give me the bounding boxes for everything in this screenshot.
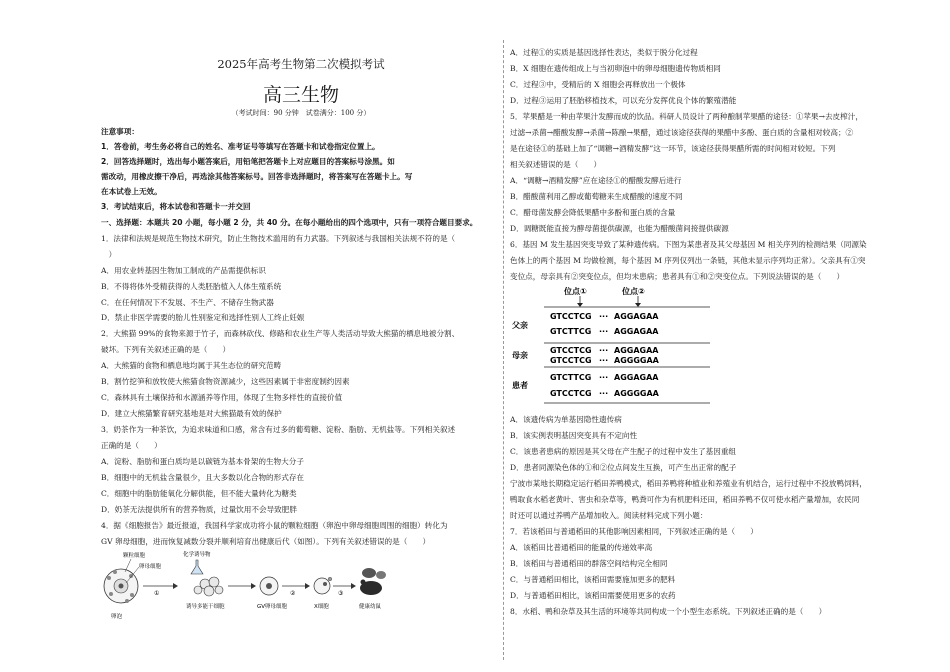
notice-line: 2．回答选择题时，选出每小题答案后，用铅笔把答题卡上对应题目的答案标号涂黑。如: [101, 157, 395, 166]
sequence-dots: ···: [599, 373, 609, 382]
exam-title: 2025年高考生物第二次模拟考试: [217, 57, 385, 71]
x-cell: [314, 577, 332, 594]
question-line: B．醋酸菌利用乙醇或葡萄糖来生成醋酸的速度不同: [510, 192, 683, 201]
question-line: 色体上的两个基因 M 均做检测，每个基因 M 序列仅列出一条链，其他未显示序列均正常）。父亲具有①突: [510, 256, 866, 265]
question-line: C．该患者患病的原因是其父母在产生配子的过程中发生了基因重组: [510, 447, 737, 456]
question-line: D．调糖既能直接为酵母菌提供碳源，也能为醋酸菌间接提供碳源: [510, 224, 729, 233]
notice-line: 1．答卷前，考生务必将自己的姓名、准考证号等填写在答题卡和试卷指定位置上。: [101, 142, 380, 151]
question-line: A．淀粉、脂肪和蛋白质均是以碳链为基本骨架的生物大分子: [101, 457, 304, 466]
question-line: 4．据《细胞报告》最近报道，我国科学家成功将小鼠的颗粒细胞（卵泡中卵母细胞周围的细胞）转化为: [101, 521, 448, 530]
follicle-illustration: [104, 569, 138, 603]
exam-meta: （考试时间：90 分钟 试卷满分：100 分）: [231, 109, 371, 117]
question-line: C．与普通稻田相比，该稻田需要施加更多的肥料: [510, 575, 676, 584]
sequence-dots: ···: [599, 327, 609, 336]
figure-label: 颗粒细胞: [123, 553, 146, 559]
sequence-dots: ···: [599, 346, 609, 355]
question-line: 正确的是（ ）: [101, 441, 162, 450]
sequence-left: GTCCTCG: [550, 312, 592, 321]
notice-line: 需改动，用橡皮擦干净后，再选涂其他答案标号。回答非选择题时，将答案写在答题卡上。写: [101, 172, 413, 181]
question-line: C．森林具有土壤保持和水源涵养等作用，体现了生物多样性的直接价值: [101, 393, 343, 402]
figure-label: 卵泡: [111, 614, 123, 620]
question-line: 3．奶茶作为一种茶饮，为追求味道和口感，常含有过多的葡萄糖、淀粉、脂肪、无机盐等。下列相关叙述: [101, 425, 456, 434]
sequence-dots: ···: [599, 389, 609, 398]
question-line: 过滤→杀菌→醋酸发酵→杀菌→陈酿→果醋，通过该途径获得的果醋中多酚、蛋白质的含量相对较高；②: [510, 128, 854, 137]
question-line: 是在途径①的基础上加了“调糖→酒精发酵”这一环节，该途径获得果醋所需的时间相对较短。下列: [510, 144, 836, 153]
sequence-left: GTCTTCG: [550, 327, 592, 336]
question-line: 5．苹果醋是一种由苹果汁发酵而成的饮品。科研人员设计了两种酿制苹果醋的途径：①苹果→去皮榨汁，: [510, 112, 863, 121]
sequence-dots: ···: [599, 356, 609, 365]
question-line: B．X 细胞在遗传组成上与当初卵泡中的卵母细胞遗传物质相同: [510, 64, 721, 73]
question-line: 相关叙述错误的是（ ）: [510, 160, 602, 169]
figure-label: GV卵母细胞: [257, 604, 288, 610]
flask-icon: [191, 560, 203, 574]
step-label: ③: [338, 590, 344, 597]
site-label: 位点①: [564, 287, 587, 296]
gv-oocyte: [260, 577, 278, 595]
sequence-right: AGGAGAA: [614, 312, 659, 321]
figure-label: 化学诱导物: [183, 552, 211, 558]
step-label: ①: [154, 590, 160, 597]
person-label-mother: 母亲: [512, 351, 528, 360]
healthy-mice-illustration: [360, 568, 386, 595]
sequence-right: AGGAGAA: [614, 327, 659, 336]
sequence-right: AGGGGAA: [614, 389, 659, 398]
question-line: A．“调糖→酒精发酵”应在途径①的醋酸发酵后进行: [510, 176, 682, 185]
question-line: C．在任何情况下不发展、不生产、不储存生物武器: [101, 298, 274, 307]
question-line: A．过程①的实质是基因选择性表达，类似于脱分化过程: [510, 48, 698, 57]
question-line: 8．水稻、鸭和杂草及其生活的环境等共同构成一个小型生态系统。下列叙述正确的是（ ）: [510, 607, 827, 616]
sequence-left: GTCCTCG: [550, 346, 592, 355]
figure-label: 诱导多能干细胞: [186, 604, 225, 610]
sequence-dots: ···: [599, 312, 609, 321]
notice-heading: 注意事项：: [101, 127, 139, 136]
question-line: 1．法律和法规是规范生物技术研究，防止生物技术滥用的有力武器。下列叙述与我国相关法规不符的是（: [101, 234, 456, 243]
question-line: A．用农业转基因生物加工制成的产品需提供标识: [101, 266, 266, 275]
question-line: B．该实例表明基因突变具有不定向性: [510, 431, 638, 440]
site-label: 位点②: [622, 287, 645, 296]
notice-line: 3．考试结束后，将本试卷和答题卡一并交回: [101, 202, 251, 211]
question-line: A．该遗传病为单基因隐性遗传病: [510, 415, 622, 424]
section-heading: 一、选择题：本题共 20 小题，每小题 2 分，共 40 分。在每小题给出的四个选项中，只有一项符合题目要求。: [101, 218, 478, 227]
oocyte-induction-figure: [101, 548, 391, 620]
step-label: ②: [290, 590, 296, 597]
subject-title: 高三生物: [262, 84, 339, 106]
sequence-left: GTCTTCG: [550, 373, 592, 382]
question-line: B．该稻田与普通稻田的群落空间结构完全相同: [510, 559, 668, 568]
question-line: B．细胞中的无机盐含量很少，且大多数以化合物的形式存在: [101, 473, 305, 482]
stem-cell-cluster: [194, 577, 223, 596]
question-line: D．过程③运用了胚胎移植技术，可以充分发挥优良个体的繁殖潜能: [510, 96, 737, 105]
question-line: B．割竹挖笋和放牧使大熊猫食物资源减少，这些因素属于非密度制约因素: [101, 377, 350, 386]
question-line: GV 卵母细胞，进而恢复减数分裂并顺利培育出健康后代（如图）。下列有关叙述错误的是（ ）: [101, 537, 431, 546]
question-line: 破坏。下列有关叙述正确的是（ ）: [101, 345, 231, 354]
column-divider: [503, 40, 504, 660]
question-line: 变位点，母亲具有②突变位点，但均未患病；患者具有①和②突变位点。下列说法错误的是（ ）: [510, 272, 845, 281]
question-line: 7．若该稻田与普通稻田的其他影响因素相同，下列叙述正确的是（ ）: [510, 527, 758, 536]
question-line: A．大熊猫的食物和栖息地均属于其生态位的研究范畴: [101, 361, 282, 370]
sequence-right: AGGAGAA: [614, 373, 659, 382]
notice-line: 在本试卷上无效。: [101, 187, 162, 196]
question-line: D．建立大熊猫繁育研究基地是对大熊猫最有效的保护: [101, 409, 282, 418]
sequence-right: AGGAGAA: [614, 346, 659, 355]
figure-label: 卵母细胞: [139, 564, 162, 570]
sequence-left: GTCCTCG: [550, 356, 592, 365]
question-line: D．奶茶无法提供所有的营养物质，过量饮用不会导致肥胖: [101, 505, 297, 514]
sequence-left: GTCCTCG: [550, 389, 592, 398]
question-line: C．过程③中，受精后的 X 细胞会再释放出一个极体: [510, 80, 686, 89]
question-line: 2．大熊猫 99%的食物来源于竹子，而森林砍伐、修路和农业生产等人类活动导致大熊猫的栖息地被分割、: [101, 329, 460, 338]
question-line: 宁波市某地长期稳定运行稻田养鸭模式，稻田养鸭将种植业和养殖业有机结合，运行过程中不投放鸭饲料，: [510, 479, 867, 488]
question-line: C．醋母菌发酵会降低果醋中多酚和蛋白质的含量: [510, 208, 676, 217]
question-line: D．禁止非医学需要的胎儿性别鉴定和选择性别人工终止妊娠: [101, 313, 305, 322]
figure-label: X细胞: [314, 604, 329, 610]
figure-label: 健康幼鼠: [359, 604, 382, 610]
question-line: D．患者同源染色体的①和②位点间发生互换，可产生出正常的配子: [510, 463, 737, 472]
sequence-right: AGGGGAA: [614, 356, 659, 365]
question-line: C．细胞中的脂肪能氧化分解供能，但不能大量转化为糖类: [101, 489, 297, 498]
gene-sequence-figure: [510, 284, 710, 406]
person-label-patient: 患者: [512, 381, 528, 390]
question-line: 时还可以通过养鸭产品增加收入。阅读材料完成下列小题：: [510, 511, 708, 520]
person-label-father: 父亲: [512, 321, 528, 330]
question-line: 鸭取食水稻老黄叶、害虫和杂草等，鸭粪可作为有机肥料还田，稻田养鸭不仅可使水稻产量增加，农民同: [510, 495, 860, 504]
question-line: B．不得将体外受精获得的人类胚胎植入人体生殖系统: [101, 282, 282, 291]
question-line: ）: [101, 250, 117, 259]
question-line: 6．基因 M 发生基因突变导致了某种遗传病。下图为某患者及其父母基因 M 相关序列的检测结果（同源染: [510, 240, 867, 249]
question-line: D．与普通稻田相比，该稻田需要使用更多的农药: [510, 591, 676, 600]
question-line: A．该稻田比普通稻田的能量的传递效率高: [510, 543, 653, 552]
